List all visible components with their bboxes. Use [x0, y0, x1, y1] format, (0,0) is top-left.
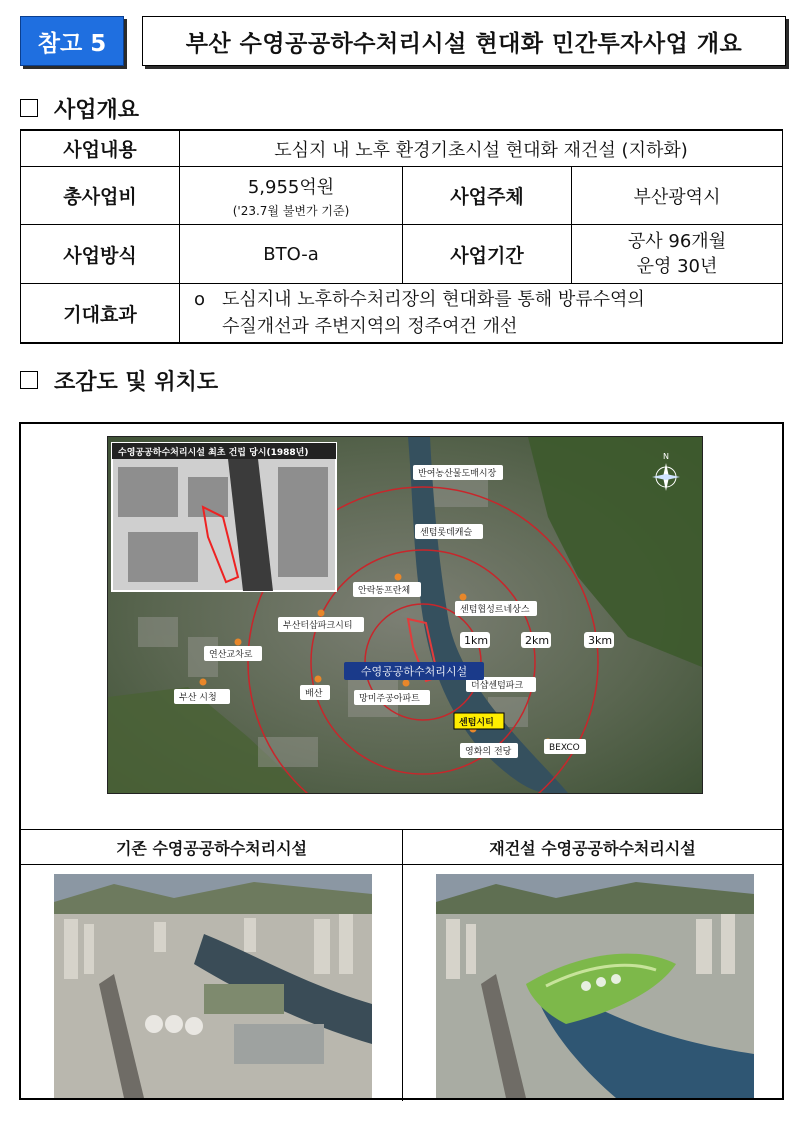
effect-line: 수질개선과 주변지역의 정주여건 개선 [222, 316, 518, 337]
landmark-label: 배산 [305, 689, 323, 699]
landmark-label: 센텀협성르네상스 [460, 605, 530, 615]
value-cell: 도심지 내 노후 환경기초시설 현대화 재건설 (지하화) [180, 130, 783, 167]
landmark-label: 연산교차로 [209, 650, 253, 660]
value-cell: 부산광역시 [572, 167, 783, 225]
ring-label: 3km [588, 634, 613, 647]
before-photo [54, 874, 372, 1098]
value-cell [180, 167, 403, 225]
svg-text:N: N [663, 452, 669, 461]
after-aerial-image [436, 874, 754, 1098]
table-row [21, 284, 783, 344]
landmark-label: 부산터삽파크시티 [283, 621, 353, 631]
section-title: 사업개요 [54, 96, 140, 123]
overview-table [20, 129, 783, 344]
figure-box [19, 422, 784, 1100]
value-cell [180, 284, 783, 344]
landmark-label: 더샵센텀파크 [471, 681, 524, 691]
label-cell: 사업주체 [403, 167, 572, 225]
location-map [107, 436, 703, 794]
landmark-label: BEXCO [549, 743, 580, 753]
checkbox-icon [20, 371, 38, 389]
label-cell: 기대효과 [21, 284, 180, 344]
location-map-graphic [108, 437, 702, 793]
landmark-label: 반여농산물도매시장 [418, 469, 497, 479]
ring-label: 2km [525, 634, 550, 647]
cost-note: ('23.7월 불변가 기준) [232, 203, 350, 218]
ring-label: 1km [464, 634, 489, 647]
section-heading-overview [20, 93, 139, 123]
landmark-label: 안락동프란체 [358, 586, 411, 596]
inset-title: 수영공공하수처리시설 최초 건립 당시(1988년) [118, 448, 309, 458]
photo-row [21, 829, 782, 1101]
center-label: 수영공공하수처리시설 [360, 665, 468, 678]
value-cell: BTO-a [180, 225, 403, 284]
document-title: 부산 수영공공하수처리시설 현대화 민간투자사업 개요 [142, 16, 786, 66]
label-cell: 총사업비 [21, 167, 180, 225]
page-header [20, 14, 790, 68]
table-row [21, 167, 783, 225]
landmark-label: 센텀시티 [459, 718, 494, 728]
label-cell: 사업방식 [21, 225, 180, 284]
table-row [21, 130, 783, 167]
table-row [21, 225, 783, 284]
section-title: 조감도 및 위치도 [54, 368, 219, 395]
period-line: 운영 30년 [636, 256, 718, 277]
cost-value: 5,955억원 [247, 176, 335, 198]
after-photo [436, 874, 754, 1098]
effect-line: 도심지내 노후하수처리장의 현대화를 통해 방류수역의 [222, 289, 645, 310]
section-heading-map [20, 365, 218, 395]
photo-caption: 기존 수영공공하수처리시설 [21, 830, 402, 865]
before-photo-panel [21, 830, 403, 1101]
label-cell: 사업기간 [403, 225, 572, 284]
value-cell [572, 225, 783, 284]
label-cell: 사업내용 [21, 130, 180, 167]
bullet: o [194, 289, 206, 310]
photo-caption: 재건설 수영공공하수처리시설 [403, 830, 782, 865]
checkbox-icon [20, 99, 38, 117]
landmark-label: 영화의 전당 [465, 747, 512, 757]
landmark-label: 망미주공아파트 [359, 694, 420, 704]
reference-badge: 참고 5 [20, 16, 124, 66]
landmark-label: 부산 시청 [179, 693, 217, 703]
before-aerial-image [54, 874, 372, 1098]
after-photo-panel [403, 830, 782, 1101]
landmark-label: 센텀롯데캐슬 [420, 528, 473, 538]
period-line: 공사 96개월 [627, 231, 727, 252]
